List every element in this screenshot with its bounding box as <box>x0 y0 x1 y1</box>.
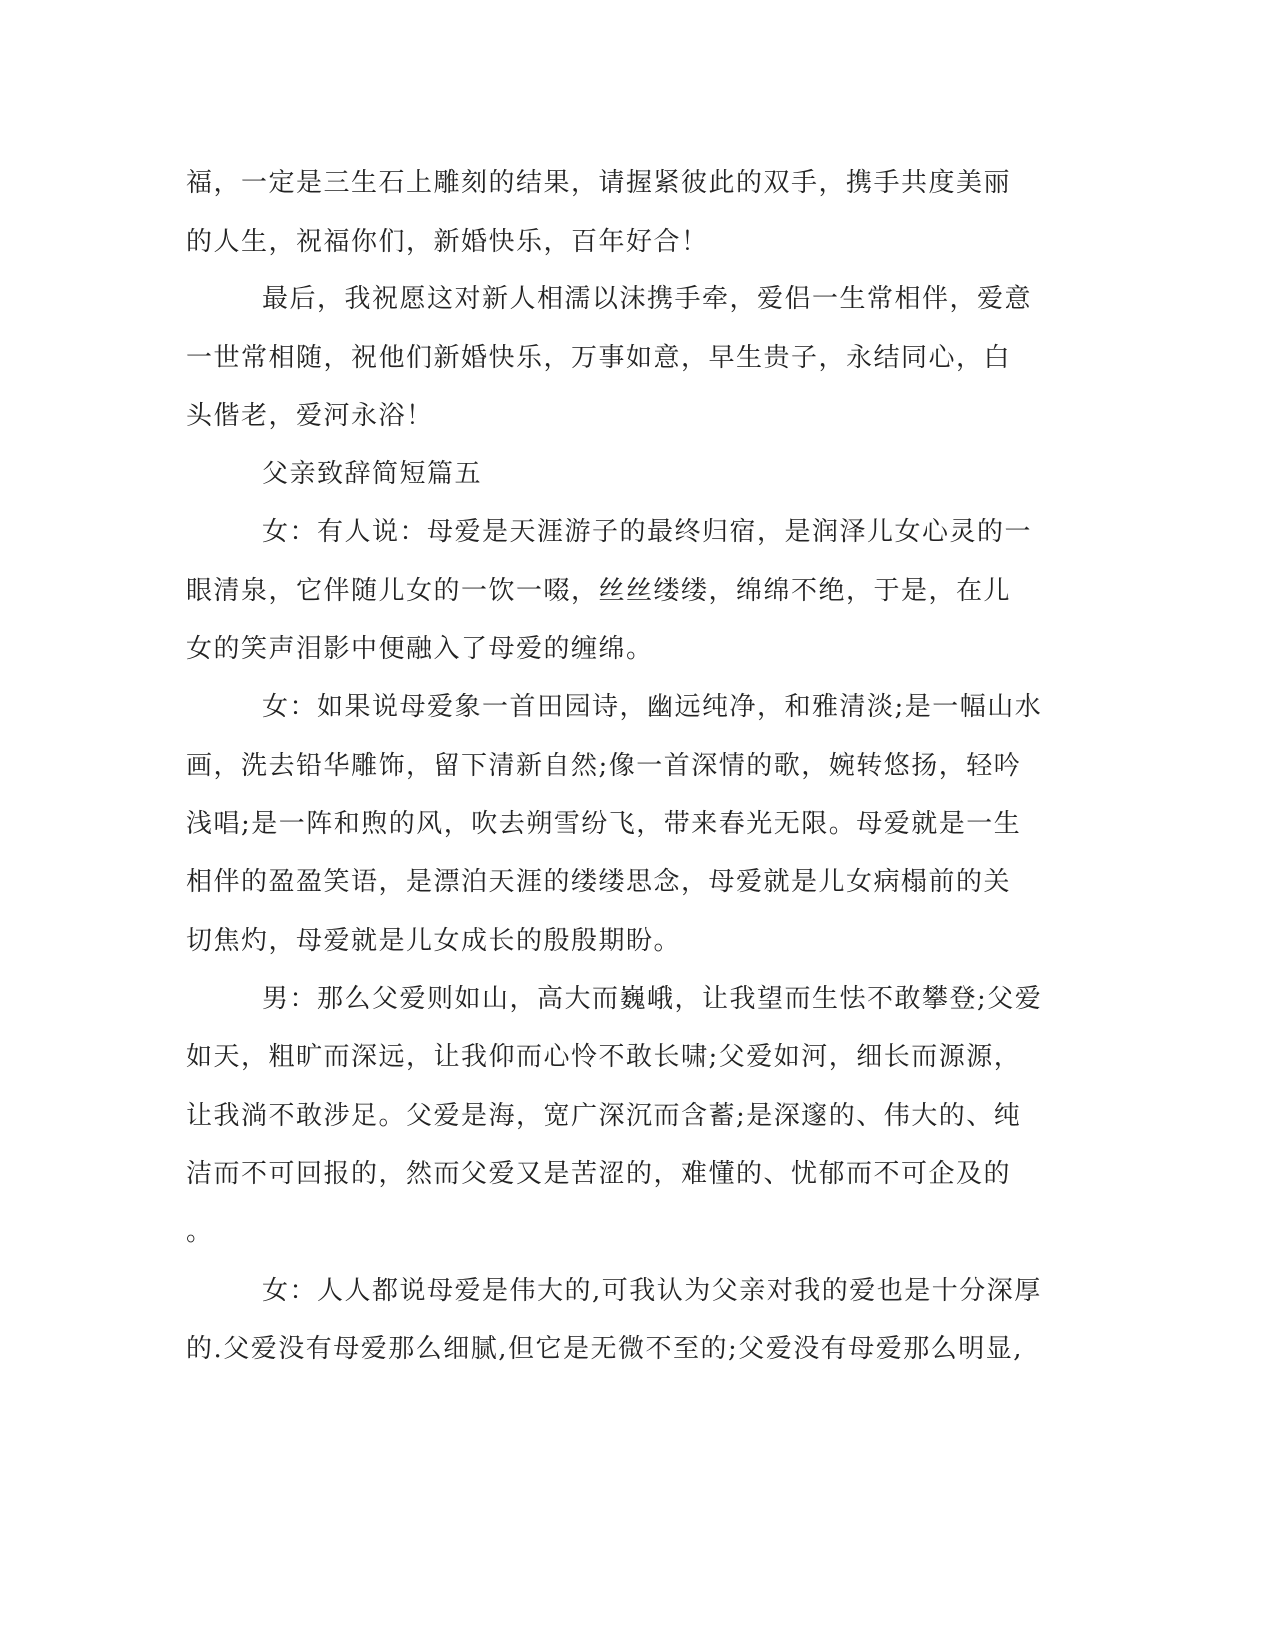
text-line: 浅唱;是一阵和煦的风，吹去朔雪纷飞，带来春光无限。母爱就是一生 <box>186 809 1022 839</box>
text-line: 的人生，祝福你们，新婚快乐，百年好合！ <box>186 227 709 257</box>
text-line: 相伴的盈盈笑语，是漂泊天涯的缕缕思念，母爱就是儿女病榻前的关 <box>186 867 1012 897</box>
text-line: 女的笑声泪影中便融入了母爱的缠绵。 <box>186 634 654 664</box>
text-line: 洁而不可回报的，然而父爱又是苦涩的，难懂的、忧郁而不可企及的 <box>186 1159 1012 1189</box>
text-line: 福，一定是三生石上雕刻的结果，请握紧彼此的双手，携手共度美丽 <box>186 168 1012 198</box>
text-line: 女：有人说：母爱是天涯游子的最终归宿，是润泽儿女心灵的一 <box>262 517 1033 547</box>
text-line: 眼清泉，它伴随儿女的一饮一啜，丝丝缕缕，绵绵不绝，于是，在儿 <box>186 576 1012 606</box>
text-line: 最后，我祝愿这对新人相濡以沫携手牵，爱侣一生常相伴，爱意 <box>262 284 1033 314</box>
text-line: 男：那么父爱则如山，高大而巍峨，让我望而生怯不敢攀登;父爱 <box>262 984 1043 1014</box>
section-heading: 父亲致辞简短篇五 <box>262 459 483 489</box>
text-line: 的.父爱没有母爱那么细腻,但它是无微不至的;父爱没有母爱那么明显, <box>186 1334 1024 1364</box>
text-line: 头偕老，爱河永浴！ <box>186 401 434 431</box>
text-line: 让我淌不敢涉足。父爱是海，宽广深沉而含蓄;是深邃的、伟大的、纯 <box>186 1101 1022 1131</box>
text-line: 一世常相随，祝他们新婚快乐，万事如意，早生贵子，永结同心，白 <box>186 343 1012 373</box>
text-line: 。 <box>186 1217 214 1247</box>
text-line: 女：如果说母爱象一首田园诗，幽远纯净，和雅清淡;是一幅山水 <box>262 692 1043 722</box>
text-line: 切焦灼，母爱就是儿女成长的殷殷期盼。 <box>186 926 682 956</box>
text-line: 画，洗去铅华雕饰，留下清新自然;像一首深情的歌，婉转悠扬，轻吟 <box>186 751 1022 781</box>
text-line: 女：人人都说母爱是伟大的,可我认为父亲对我的爱也是十分深厚 <box>262 1276 1042 1306</box>
text-line: 如天，粗旷而深远，让我仰而心怜不敢长啸;父爱如河，细长而源源， <box>186 1042 1022 1072</box>
